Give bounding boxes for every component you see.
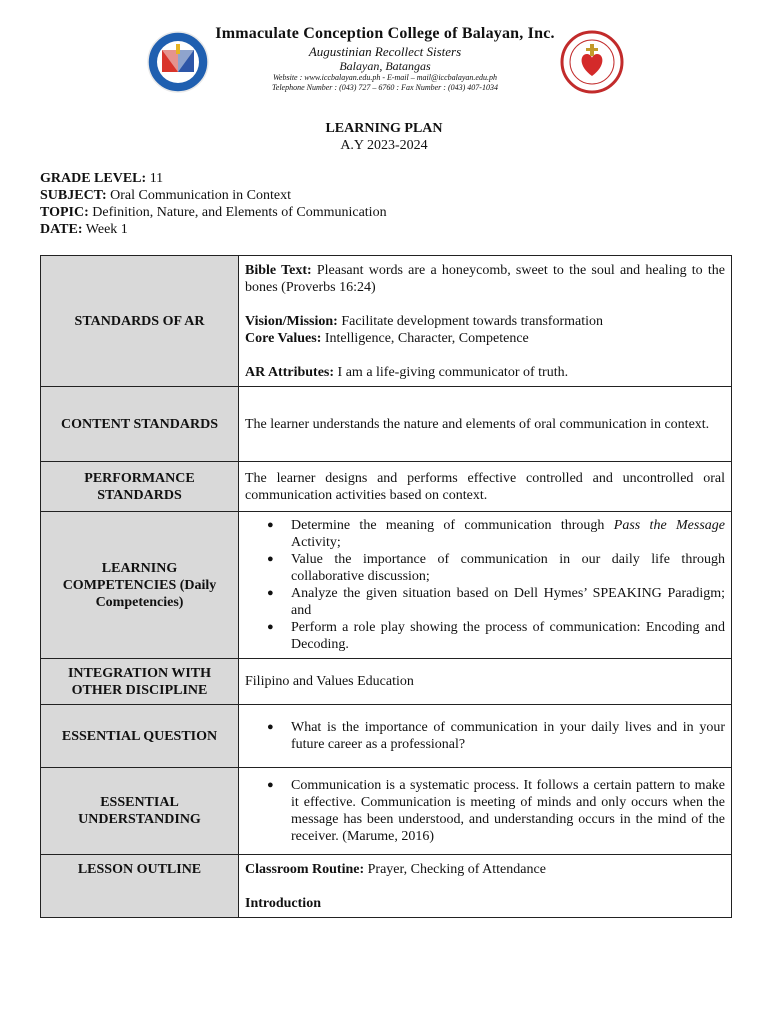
plan-meta [40,170,387,238]
classroom-routine-value: Prayer, Checking of Attendance [364,862,546,877]
content-standards-value: The learner understands the nature and elements of oral communication in context. [239,387,732,462]
congregation-seal-logo [560,30,624,94]
competency-1-activity: Pass the Message [613,518,725,533]
date-line [40,221,387,238]
topic-label: TOPIC: [40,205,89,220]
table-row [41,462,732,512]
table-row [41,387,732,462]
grade-level-line [40,170,387,187]
academic-year: A.Y 2023-2024 [340,138,428,153]
list-item: ● Analyze the given situation based on Dell Hymes’ SPEAKING Paradigm; and [291,585,725,619]
integration-value: Filipino and Values Education [239,659,732,705]
lesson-outline-label: LESSON OUTLINE [41,855,239,918]
learning-plan-table [40,255,732,918]
plan-title [0,120,768,154]
letterhead [0,22,768,102]
ar-attributes-label: AR Attributes: [245,364,335,380]
essential-understanding-content [239,768,732,855]
vision-mission-value: Facilitate development towards transformation [337,313,603,329]
school-seal-logo [146,30,210,94]
school-name: Immaculate Conception College of Balayan, Inc. [215,25,555,42]
integration-label: INTEGRATION WITH OTHER DISCIPLINE [41,659,239,705]
table-row [41,855,732,918]
topic-value: Definition, Nature, and Elements of Communication [88,205,387,220]
content-standards-label: CONTENT STANDARDS [41,387,239,462]
essential-question-content [239,705,732,768]
table-row [41,768,732,855]
learning-plan-heading: LEARNING PLAN [325,121,443,136]
list-item: ● Perform a role play showing the process of communication: Encoding and Decoding. [291,619,725,653]
core-values-label: Core Values: [245,330,322,346]
school-location: Balayan, Batangas [339,59,431,73]
standards-ar-content [239,256,732,387]
table-row [41,659,732,705]
introduction-label: Introduction [245,896,321,911]
learning-competencies-label: LEARNING COMPETENCIES (Daily Competencies) [41,512,239,659]
list-item: ● Value the importance of communication in our daily life through collaborative discussion; [291,551,725,585]
bible-text-value: Pleasant words are a honeycomb, sweet to the soul and healing to the bones (Proverbs 16:24) [245,262,725,295]
bible-text [245,262,725,296]
table-row [41,256,732,387]
list-item: ● What is the importance of communication in your daily lives and in your future career as a professional? [291,719,725,753]
classroom-routine-label: Classroom Routine: [245,862,365,877]
vision-mission [245,313,725,330]
competency-1-suffix: Activity; [291,535,341,550]
topic-line [40,204,387,221]
performance-standards-value: The learner designs and performs effective controlled and uncontrolled oral communication activities based on context. [239,462,732,512]
ar-attributes-value: I am a life-giving communicator of truth. [334,364,569,380]
learning-competencies-list [239,512,732,659]
essential-question-label: ESSENTIAL QUESTION [41,705,239,768]
table-row [41,512,732,659]
grade-level-label: GRADE LEVEL: [40,171,147,186]
introduction-heading [245,895,725,912]
list-item [291,517,725,551]
subject-line [40,187,387,204]
grade-level-value: 11 [146,171,164,186]
subject-label: SUBJECT: [40,188,107,203]
essential-understanding-label: ESSENTIAL UNDERSTANDING [41,768,239,855]
core-values [245,330,725,347]
school-header [215,24,555,93]
standards-ar-label: STANDARDS OF AR [41,256,239,387]
vision-mission-label: Vision/Mission: [245,313,338,329]
lesson-outline-content [239,855,732,918]
performance-standards-label: PERFORMANCE STANDARDS [41,462,239,512]
list-item: ● Communication is a systematic process. It follows a certain pattern to make it effective. Communication is meeting of minds and only occurs when the message has been understood, and understanding occurs in the mind of the receiver. (Marume, 2016) [291,777,725,845]
table-row [41,705,732,768]
school-contact-phone: Telephone Number : (043) 727 – 6760 : Fax Number : (043) 407-1034 [272,83,498,92]
core-values-value: Intelligence, Character, Competence [321,330,529,346]
classroom-routine [245,861,725,878]
ar-attributes [245,364,725,381]
competency-1-text: Determine the meaning of communication through [291,518,614,533]
bible-text-label: Bible Text: [245,262,312,278]
date-value: Week 1 [82,222,128,237]
school-contact-web: Website : www.iccbalayan.edu.ph - E-mail – mail@iccbalayan.edu.ph [273,73,497,82]
date-label: DATE: [40,222,83,237]
congregation-name: Augustinian Recollect Sisters [308,44,462,59]
subject-value: Oral Communication in Context [106,188,291,203]
